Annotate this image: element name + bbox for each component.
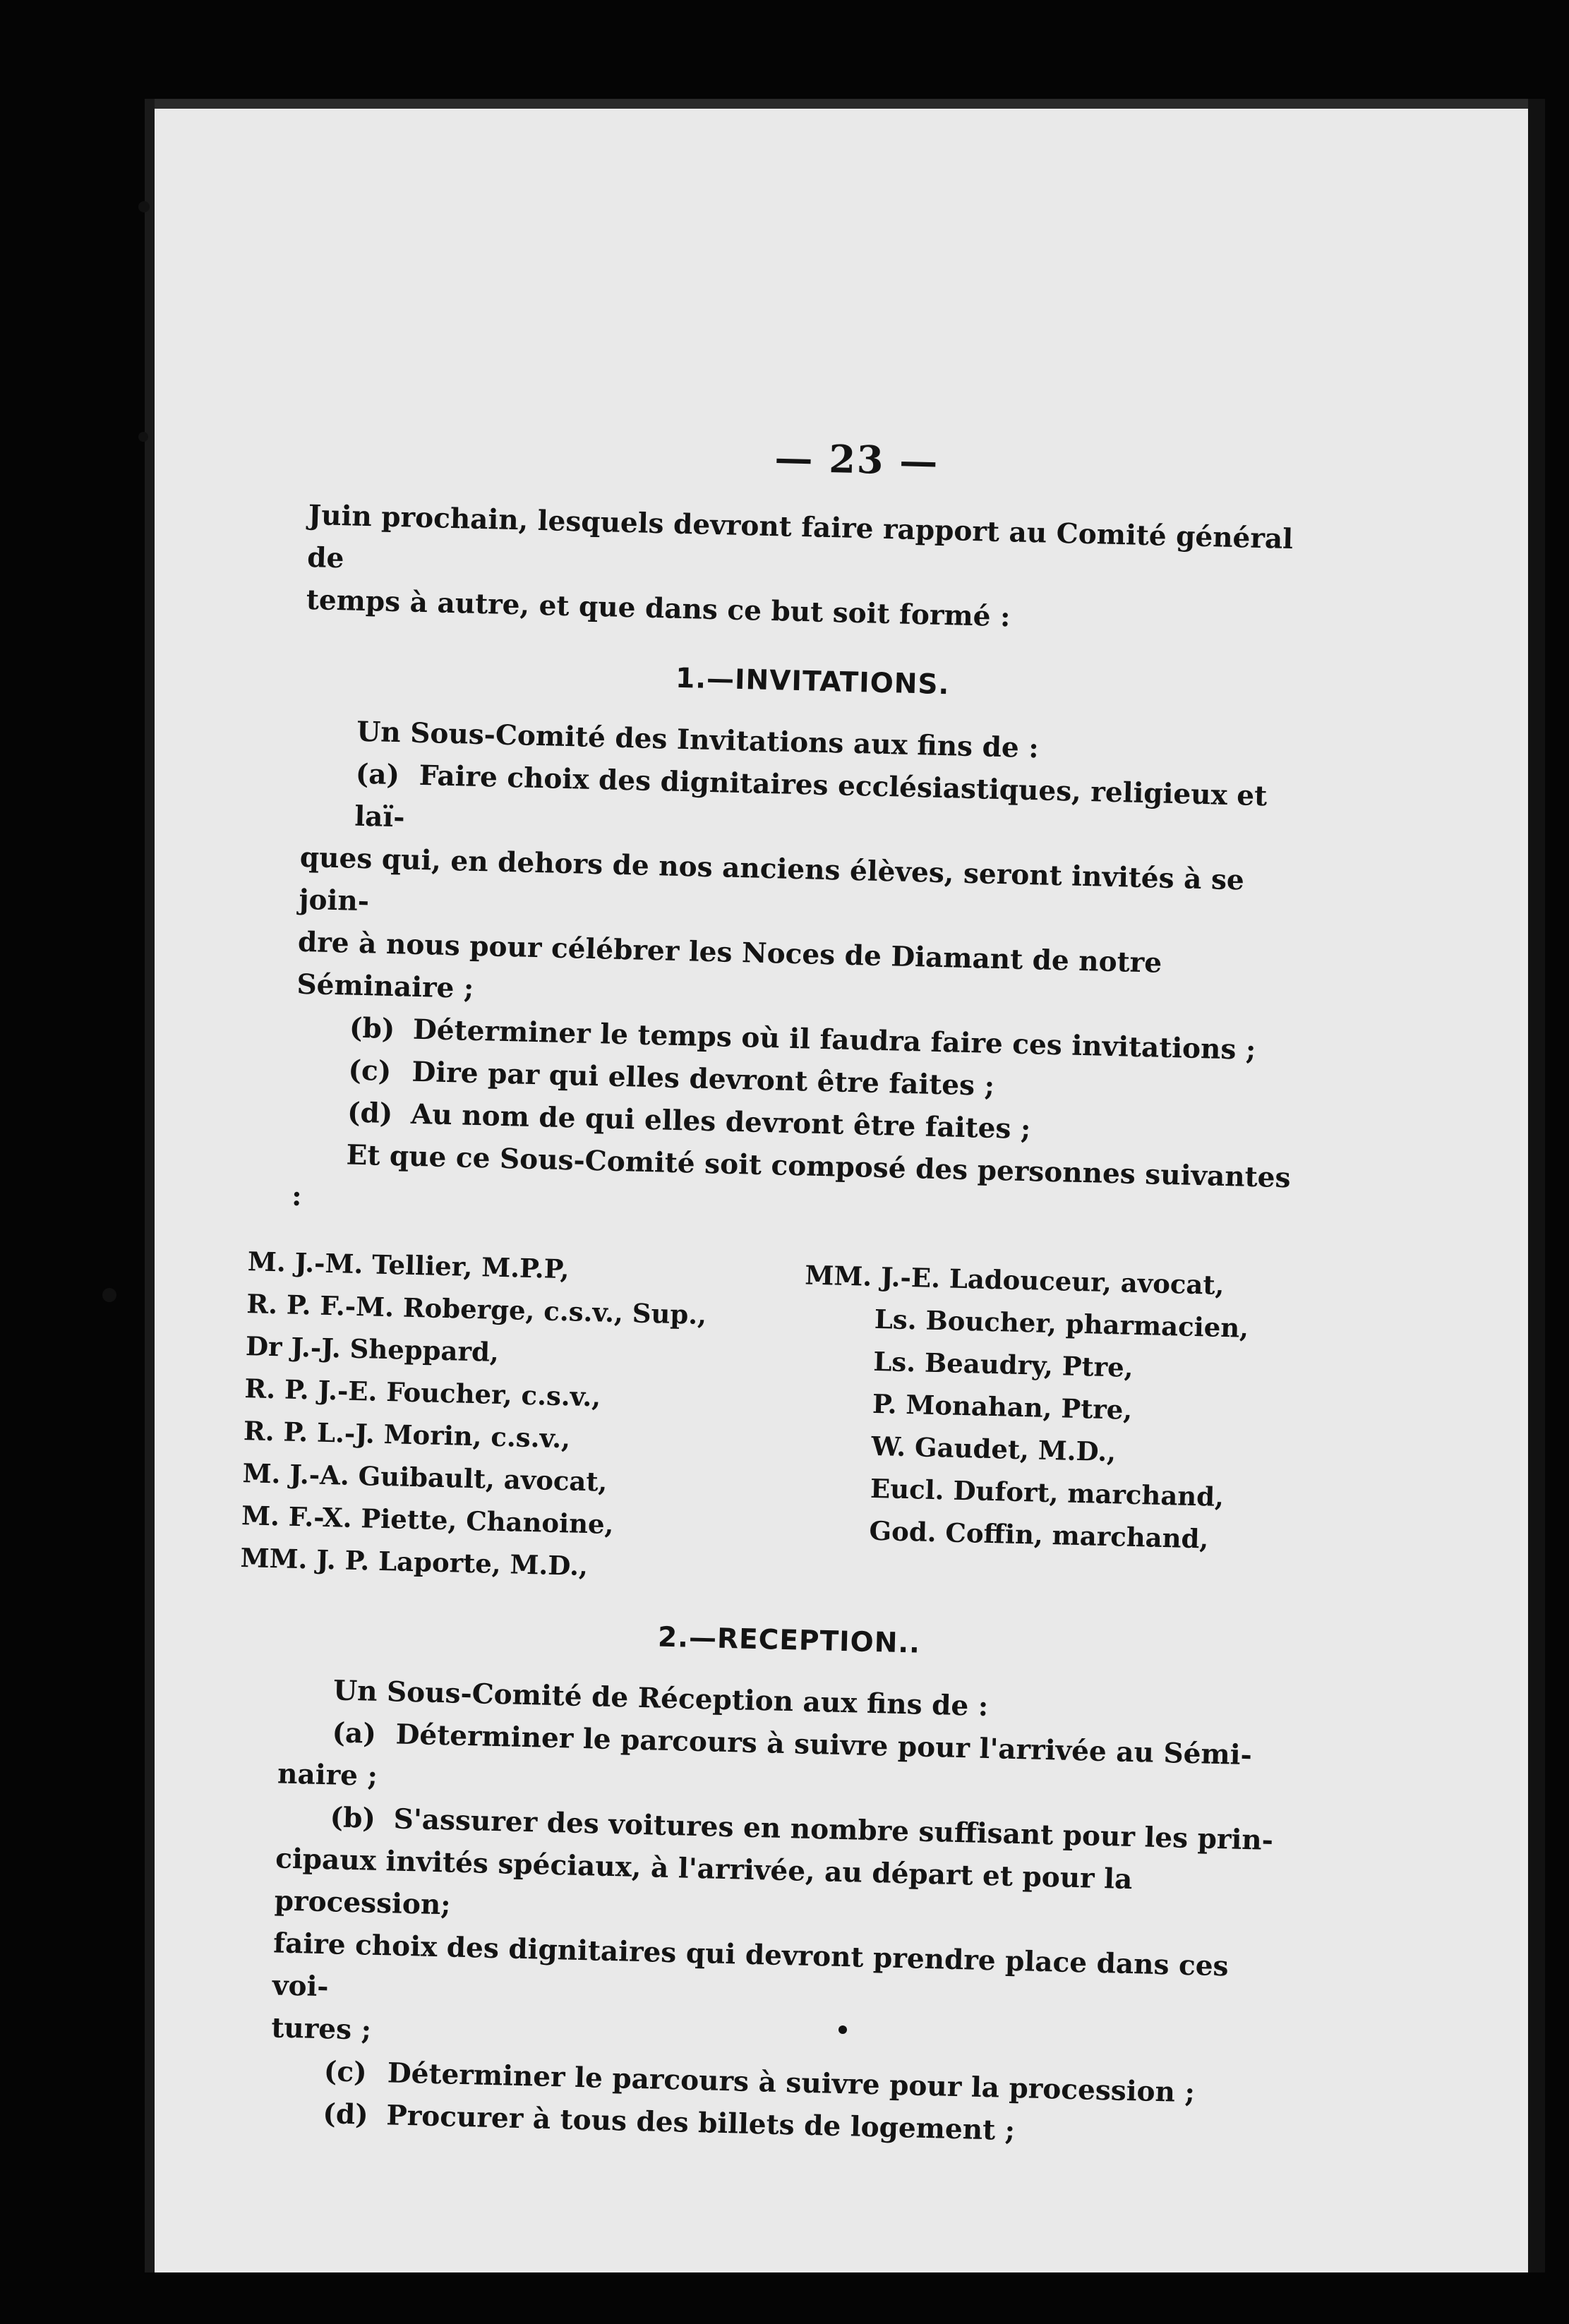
item-label: (c) <box>348 1054 392 1088</box>
section-heading-invitations: 1.—INVITATIONS. <box>675 662 950 702</box>
section-closing: Et que ce Sous-Comité soit composé des personnes suivantes : <box>291 1138 1292 1213</box>
item-label: (a) <box>355 757 400 792</box>
member-name: R. P. F.-M. Roberge, c.s.v., Sup., <box>246 1288 707 1331</box>
member-name: God. Coffin, marchand, <box>869 1515 1209 1555</box>
members-right-column <box>797 1253 1250 1603</box>
committee-members <box>240 1240 1250 1603</box>
member-name: MM. J.-E. Ladouceur, avocat, <box>804 1259 1225 1301</box>
intro-line: temps à autre, et que dans ce but soit formé : <box>306 583 1011 634</box>
item-label: (b) <box>349 1011 395 1046</box>
item-label: (a) <box>332 1716 377 1750</box>
item-label: (d) <box>347 1096 393 1131</box>
section-heading-reception: 2.—RECEPTION.. <box>657 1621 921 1660</box>
page-number: — 23 — <box>774 435 940 484</box>
member-name: W. Gaudet, M.D., <box>871 1430 1117 1468</box>
list-item-continuation: ques qui, en dehors de nos anciens élèves, seront invités à se join- <box>298 841 1245 918</box>
page-content <box>240 423 1327 2158</box>
section-lead: Un Sous-Comité de Réception aux fins de : <box>332 1674 989 1723</box>
item-text: Dire par qui elles devront être faites ; <box>411 1055 995 1102</box>
list-item-continuation: faire choix des dignitaires qui devront prendre place dans ces voi- <box>272 1927 1230 2004</box>
list-item-continuation: dre à nous pour célébrer les Noces de Diamant de notre Séminaire ; <box>296 925 1162 1005</box>
item-label: (d) <box>322 2097 369 2131</box>
member-name: Ls. Beaudry, Ptre, <box>872 1345 1134 1383</box>
item-label: (b) <box>330 1801 376 1835</box>
sheet-left-edge <box>145 99 155 2272</box>
item-text: Faire choix des dignitaires ecclésiastiques, religieux et laï- <box>354 759 1268 834</box>
binding-hole <box>102 1288 116 1302</box>
member-name: Dr J.-J. Sheppard, <box>245 1330 500 1368</box>
member-name: M. J.-A. Guibault, avocat, <box>242 1457 608 1498</box>
item-text: Procurer à tous des billets de logement ; <box>385 2099 1016 2148</box>
binding-hole <box>138 201 150 212</box>
member-name: R. P. L.-J. Morin, c.s.v., <box>243 1415 571 1455</box>
item-text: Au nom de qui elles devront être faites ; <box>410 1097 1031 1146</box>
binding-hole <box>138 432 148 442</box>
item-label: (c) <box>323 2055 368 2089</box>
list-item-continuation: naire ; <box>277 1757 378 1793</box>
item-text: Déterminer le parcours à suivre pour la procession ; <box>387 2057 1196 2109</box>
member-name: P. Monahan, Ptre, <box>872 1387 1133 1426</box>
member-name: R. P. J.-E. Foucher, c.s.v., <box>244 1373 601 1413</box>
member-name: Eucl. Dufort, marchand, <box>870 1472 1225 1513</box>
member-name: M. J.-M. Tellier, M.P.P, <box>247 1246 570 1285</box>
member-name: MM. J. P. Laporte, M.D., <box>240 1542 589 1582</box>
item-text: Déterminer le temps où il faudra faire ces invitations ; <box>412 1013 1256 1066</box>
list-item-continuation: cipaux invités spéciaux, à l'arrivée, au départ et pour la procession; <box>274 1842 1133 1922</box>
sheet-top-edge <box>145 99 1542 109</box>
member-name: M. F.-X. Piette, Chanoine, <box>241 1500 615 1540</box>
item-text: S'assurer des voitures en nombre suffisant pour les prin- <box>393 1802 1274 1857</box>
sheet-right-edge <box>1528 99 1545 2272</box>
list-item-continuation: tures ; <box>270 2011 372 2047</box>
members-left-column <box>240 1240 708 1590</box>
intro-line: Juin prochain, lesquels devront faire rapport au Comité général de <box>306 498 1294 575</box>
item-text: Déterminer le parcours à suivre pour l'arrivée au Sémi- <box>395 1718 1253 1772</box>
member-name: Ls. Boucher, pharmacien, <box>874 1303 1249 1344</box>
section-lead: Un Sous-Comité des Invitations aux fins de : <box>356 715 1040 765</box>
